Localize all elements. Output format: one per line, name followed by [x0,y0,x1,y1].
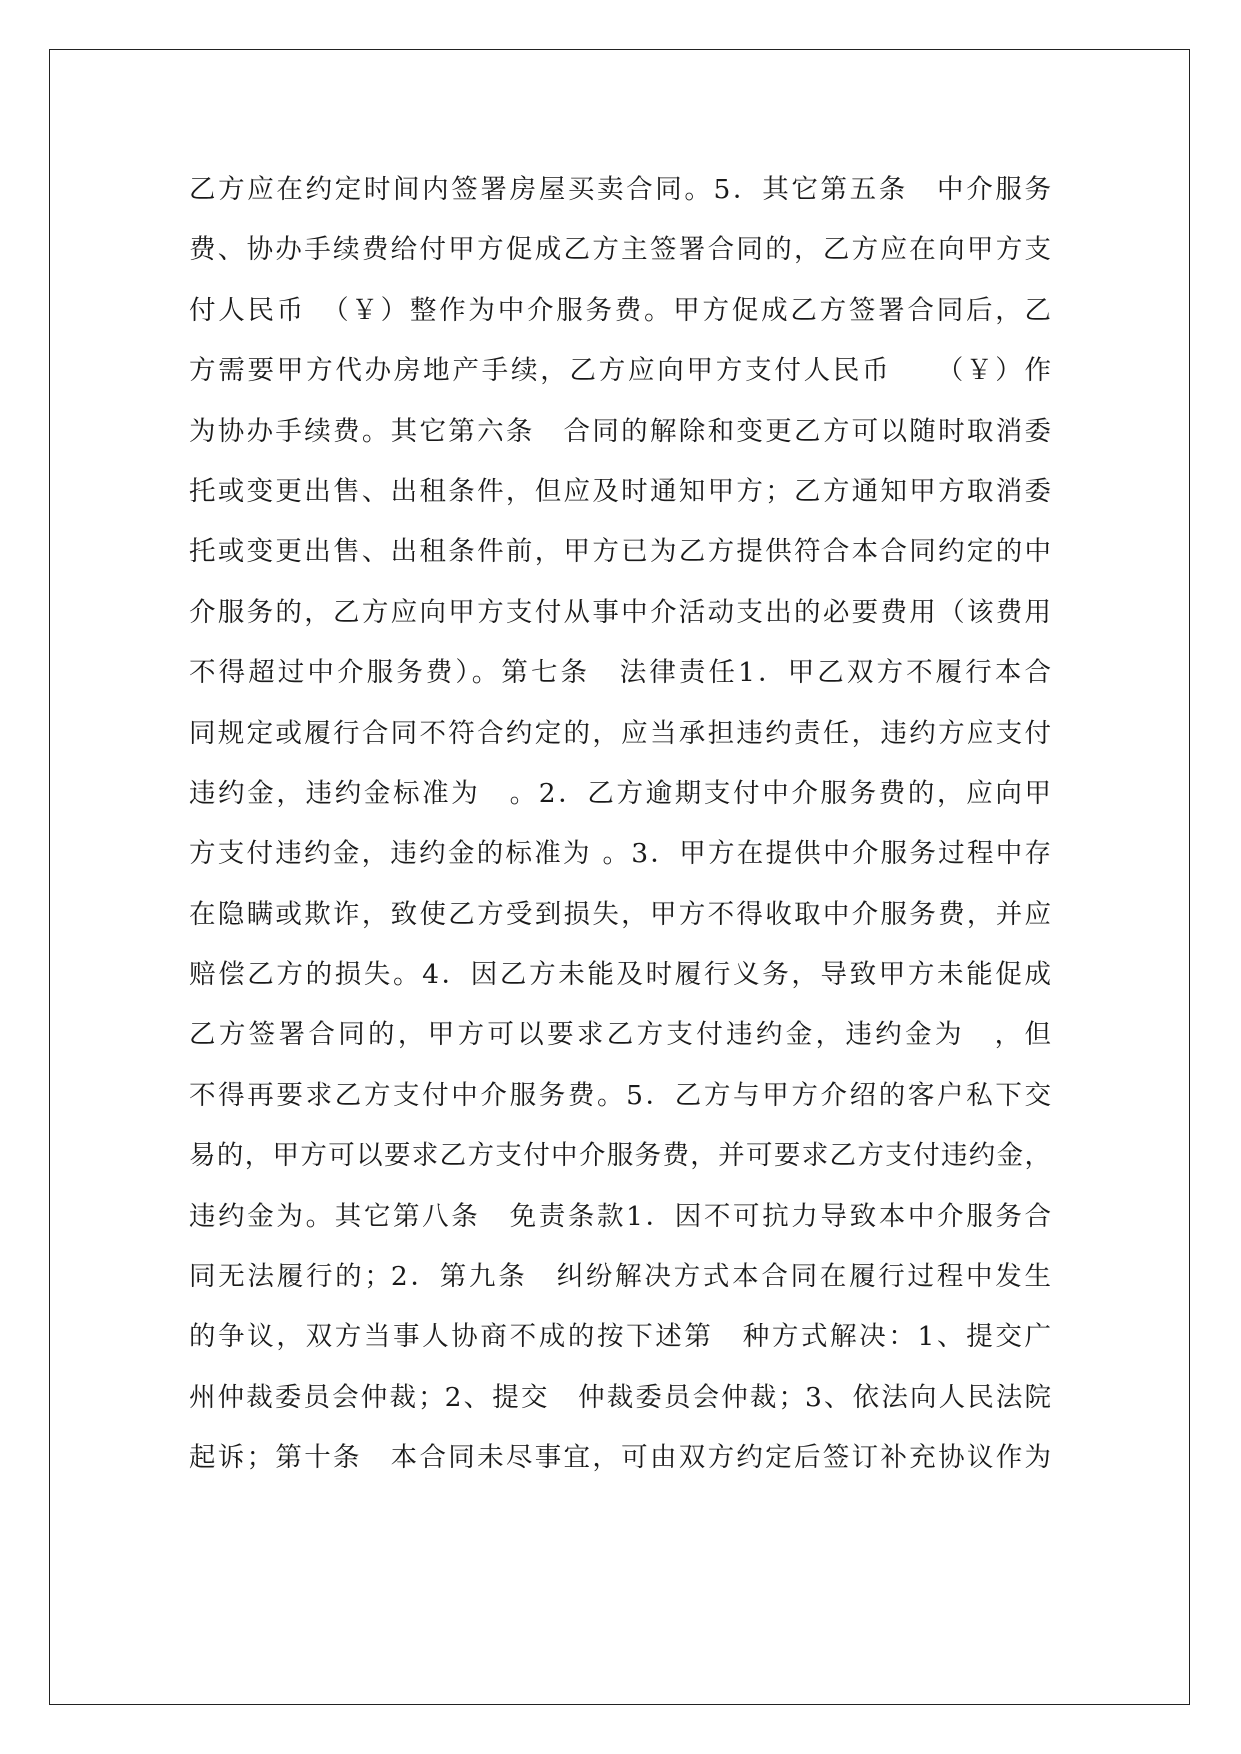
text-line: 为协办手续费。其它第六条 合同的解除和变更乙方可以随时取消委 [189,415,1051,447]
text-line: 州仲裁委员会仲裁；2、提交 仲裁委员会仲裁；3、依法向人民法院 [189,1381,1051,1413]
text-line: 介服务的，乙方应向甲方支付从事中介活动支出的必要费用（该费用 [189,596,1051,628]
text-line: 方需要甲方代办房地产手续，乙方应向甲方支付人民币 （￥）作 [189,355,1051,387]
text-line: 易的，甲方可以要求乙方支付中介服务费，并可要求乙方支付违约金， [189,1140,1051,1172]
text-line: 不得超过中介服务费）。第七条 法律责任1．甲乙双方不履行本合 [189,657,1051,689]
text-line: 赔偿乙方的损失。4．因乙方未能及时履行义务，导致甲方未能促成 [189,959,1051,991]
text-line: 在隐瞒或欺诈，致使乙方受到损失，甲方不得收取中介服务费，并应 [189,898,1051,930]
text-line: 起诉；第十条 本合同未尽事宜，可由双方约定后签订补充协议作为 [189,1442,1051,1474]
text-line: 同无法履行的；2．第九条 纠纷解决方式本合同在履行过程中发生 [189,1261,1051,1293]
text-line: 的争议，双方当事人协商不成的按下述第 种方式解决：1、提交广 [189,1321,1051,1353]
text-line: 违约金，违约金标准为 。2．乙方逾期支付中介服务费的，应向甲 [189,777,1051,809]
text-line: 托或变更出售、出租条件前，甲方已为乙方提供符合本合同约定的中 [189,536,1051,568]
text-line: 同规定或履行合同不符合约定的，应当承担违约责任，违约方应支付 [189,717,1051,749]
text-line: 不得再要求乙方支付中介服务费。5．乙方与甲方介绍的客户私下交 [189,1079,1051,1111]
text-line: 方支付违约金，违约金的标准为 。3．甲方在提供中介服务过程中存 [189,838,1051,870]
text-line: 违约金为。其它第八条 免责条款1．因不可抗力导致本中介服务合 [189,1200,1051,1232]
text-line: 费、协办手续费给付甲方促成乙方主签署合同的，乙方应在向甲方支 [189,234,1051,266]
text-line: 托或变更出售、出租条件，但应及时通知甲方；乙方通知甲方取消委 [189,475,1051,507]
text-line: 乙方应在约定时间内签署房屋买卖合同。5．其它第五条 中介服务 [189,174,1051,205]
text-line: 乙方签署合同的，甲方可以要求乙方支付违约金，违约金为 ，但 [189,1019,1051,1051]
contract-body-text [189,160,1051,1489]
text-line: 付人民币 （￥）整作为中介服务费。甲方促成乙方签署合同后，乙 [189,294,1051,326]
